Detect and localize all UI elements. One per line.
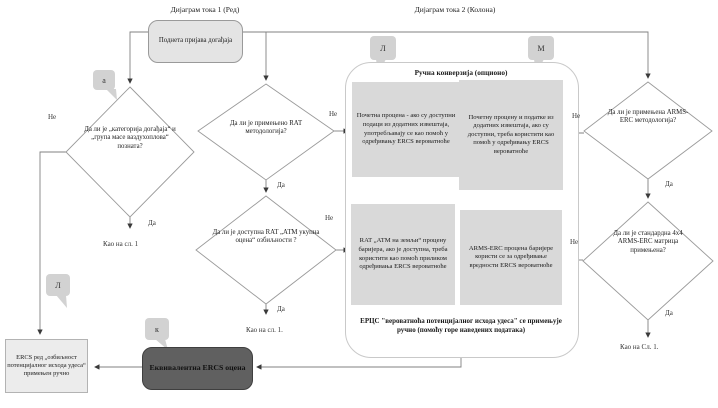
label-mid1-ne: Не (329, 110, 338, 118)
label-left-da: Да (148, 219, 156, 227)
callout-a-tail (106, 89, 117, 100)
panel-box4 (460, 210, 562, 305)
label-mid2-da: Да (277, 305, 285, 313)
panel-box1 (352, 82, 460, 177)
diamond-mid2-label: Да ли је доступна RAT „АТМ укупна оцена“ озбиљности ? (212, 229, 320, 245)
title-flow2: Дијаграм тока 2 (Колона) (414, 5, 496, 14)
label-left-ne: Не (48, 113, 57, 121)
callout-k (145, 318, 169, 340)
callout-l-top-label: Л (380, 43, 386, 53)
node-ercs-row-manual (5, 339, 88, 393)
label-right1-da: Да (665, 180, 673, 188)
callout-m-top (528, 36, 554, 60)
panel-box1-label: Почетна процена - ако су доступни подаци из додатних извештаја, употребљавају се као помоћ у одређивању ERCS вероватноће (356, 112, 456, 146)
panel-title: Ручна конверзија (опционо) (414, 68, 508, 77)
callout-l-left-label: Л (55, 280, 61, 290)
diamond-mid2-shape (196, 196, 336, 304)
label-mid2-ne: Не (325, 214, 334, 222)
label-right1-ne: Не (572, 112, 581, 120)
panel-box3 (351, 204, 455, 305)
diamond-right2-shape (583, 202, 713, 320)
panel-box3-label: RAT „АТМ на земљи“ процену баријера, ако је доступна, треба користити као помоћ приликом одређивања ERCS вероватноће (358, 237, 448, 271)
node-equivalent-ercs-label: Еквивалентна ERCS оцена (149, 363, 246, 373)
panel-box2-label: Почетну процену и податке из додатних извештаја, ако су доступни, треба користити као помоћ у одређивању ERCS вероватноће (467, 113, 555, 155)
connector-left-ne-to-ercs-row (40, 152, 66, 334)
label-left-kao: Као на сл. 1 (103, 240, 139, 248)
connector-start-to-left-diamond (130, 32, 148, 83)
callout-l-left (46, 274, 70, 296)
diamond-mid1-label: Да ли је примењено RAT методологија? (229, 120, 303, 136)
panel-box4-label: ARMS-ERC процена баријере користи се за одређивање вредности ERCS вероватноће (468, 244, 554, 269)
node-equivalent-ercs (142, 347, 253, 390)
label-mid1-da: Да (277, 181, 285, 189)
callout-m-top-label: М (537, 43, 545, 53)
callout-a (93, 70, 115, 90)
label-right2-ne: Не (570, 238, 579, 246)
callout-l-top (370, 36, 396, 60)
node-start-label: Поднета пријава догађаја (158, 37, 233, 45)
diamond-left-label: Да ли је „категорија догађаја“ и „група масе ваздухоплова“ позната? (84, 126, 176, 150)
callout-a-label: а (102, 75, 106, 85)
label-right2-da: Да (665, 309, 673, 317)
diamond-left-shape (66, 87, 194, 217)
diamond-right1-shape (584, 82, 712, 179)
diamond-right2-label: Да ли је стандардна 4х4 ARMS-ERC матрица примењена? (613, 230, 683, 254)
node-ercs-row-manual-label: ERCS ред „озбиљност потенцијалног исхода удеса“ примењен ручно (7, 353, 86, 378)
callout-l-left-tail (56, 295, 67, 308)
panel-footer: ЕРЦС "вероватноћа потенцијалног исхода удеса" се примењује ручно (помоћу горе наведених података) (360, 317, 562, 335)
callout-k-label: к (155, 324, 159, 334)
label-right-kao: Као на Сл. 1. (620, 343, 659, 351)
node-start (148, 20, 243, 63)
diamond-right1-label: Да ли је примењена ARMS-ERC методологија? (607, 109, 689, 125)
panel-box2 (459, 80, 563, 190)
title-flow1: Дијаграм тока 1 (Ред) (170, 5, 240, 14)
label-mid-kao: Као на сл. 1. (246, 326, 283, 334)
